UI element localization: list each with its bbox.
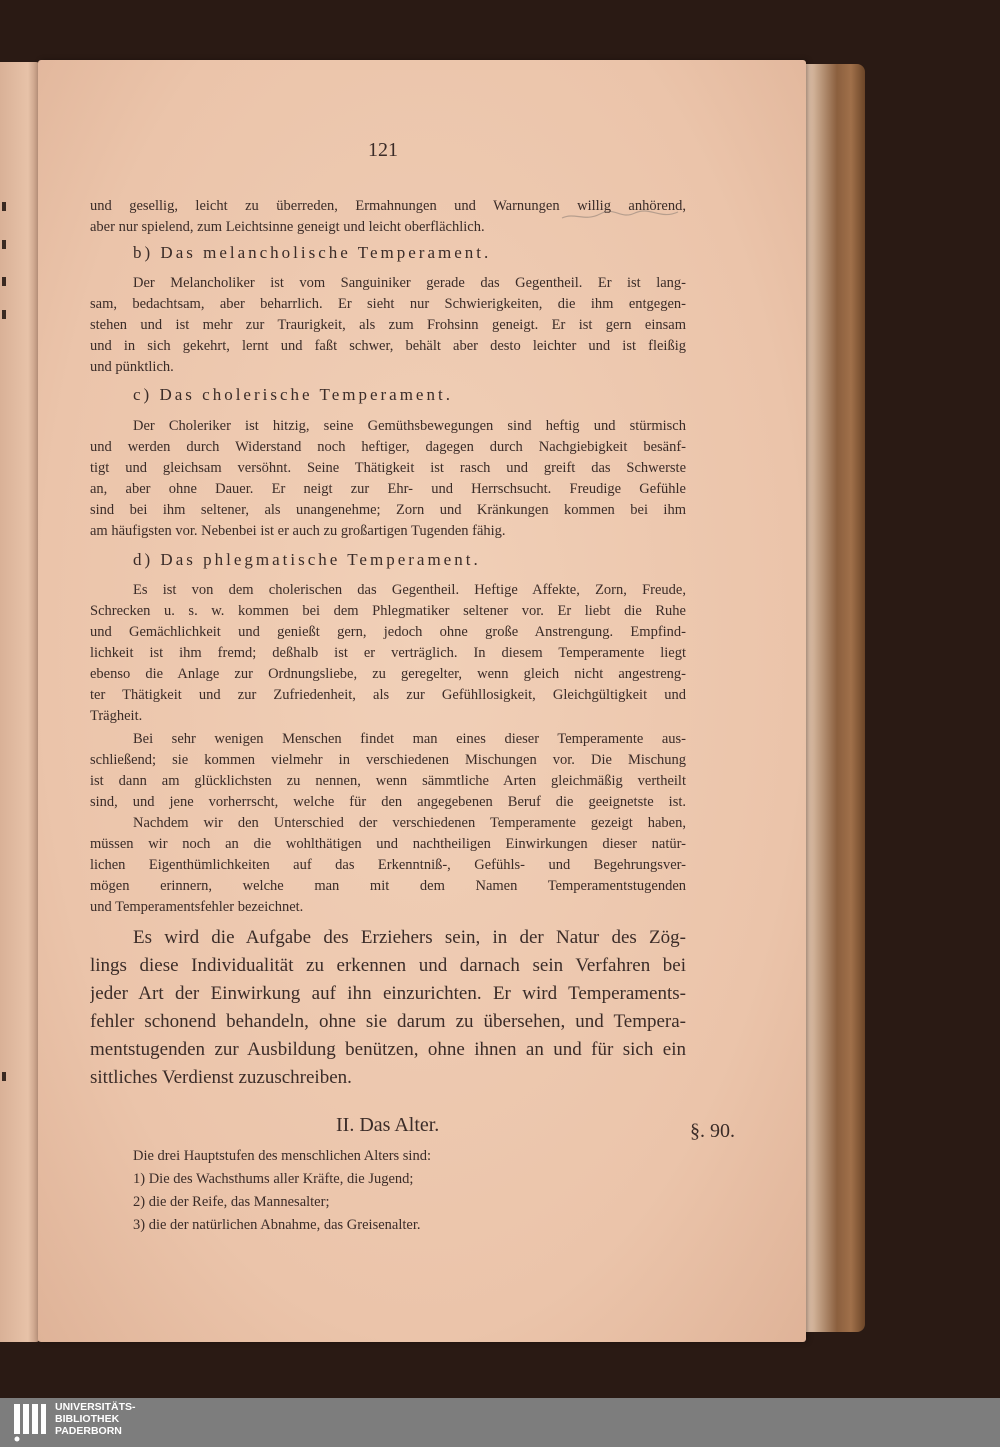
text-line: Nachdem wir den Unterschied der verschiedenen Temperamente gezeigt haben,: [133, 815, 686, 831]
text-line: aber nur spielend, zum Leichtsinne geneigt und leicht oberflächlich.: [90, 219, 485, 235]
text-line: ebenso die Anlage zur Ordnungsliebe, zu geregelter, wenn gleich nicht angestreng-: [90, 666, 686, 682]
section-heading: c) Das cholerische Temperament.: [133, 385, 453, 404]
text-line: müssen wir noch an die wohlthätigen und nachtheiligen Einwirkungen dieser natür-: [90, 836, 686, 852]
text-line: lichen Eigenthümlichkeiten auf das Erkenntniß-, Gefühls- und Begehrungsver-: [90, 857, 686, 873]
text-line: stehen und ist mehr zur Traurigkeit, als zum Frohsinn geneigt. Er ist gern einsam: [90, 317, 686, 333]
text-line: am häufigsten vor. Nebenbei ist er auch zu großartigen Tugenden fähig.: [90, 523, 506, 539]
library-logo-text: [55, 1401, 136, 1437]
text-line: schließend; sie kommen vielmehr in verschiedenen Mischungen vor. Die Mischung: [90, 752, 686, 768]
text-line: sind, und jene vorherrscht, welche für den angegebenen Beruf die geeignetste ist.: [90, 794, 686, 810]
text-line: und werden durch Widerstand noch heftiger, dagegen durch Nachgiebigkeit besänf-: [90, 439, 686, 455]
text-line: an, aber ohne Dauer. Er neigt zur Ehr- und Herrschsucht. Freudige Gefühle: [90, 481, 686, 497]
text-line: Der Choleriker ist hitzig, seine Gemüthsbewegungen sind heftig und stürmisch: [133, 418, 686, 434]
page-number: 121: [368, 139, 398, 161]
logo-line: UNIVERSITÄTS-: [55, 1401, 136, 1413]
text-line: und Temperamentsfehler bezeichnet.: [90, 899, 304, 915]
text-line: tigt und gleichsam versöhnt. Seine Thätigkeit ist rasch und greift das Schwerste: [90, 460, 686, 476]
logo-line: BIBLIOTHEK: [55, 1413, 120, 1425]
library-logo-icon: [12, 1402, 48, 1442]
text-line: Schrecken u. s. w. kommen bei dem Phlegmatiker seltener vor. Er liebt die Ruhe: [90, 603, 686, 619]
logo-line: PADERBORN: [55, 1425, 122, 1437]
facing-page-edge: [0, 62, 40, 1342]
text-line: mentstugenden zur Ausbildung benützen, ohne ihnen an und für sich ein: [90, 1039, 686, 1060]
text-line: jeder Art der Einwirkung auf ihn einzurichten. Er wird Temperaments-: [90, 983, 686, 1004]
text-line: ist dann am glücklichsten zu nennen, wenn sämmtliche Arten gleichmäßig vertheilt: [90, 773, 686, 789]
list-item: 3) die der natürlichen Abnahme, das Greisenalter.: [133, 1217, 421, 1233]
text-line: und pünktlich.: [90, 359, 174, 375]
text-line: sam, bedachtsam, aber beharrlich. Er sieht nur Schwierigkeiten, die ihm entgegen-: [90, 296, 686, 312]
text-line: Es wird die Aufgabe des Erziehers sein, in der Natur des Zög-: [133, 927, 686, 948]
text-line: ter Thätigkeit und zur Zufriedenheit, als zur Gefühllosigkeit, Gleichgültigkeit und: [90, 687, 686, 703]
section-heading: II. Das Alter.: [336, 1114, 440, 1136]
text-line: und Gemächlichkeit und genießt gern, jedoch ohne große Anstrengung. Empfind-: [90, 624, 686, 640]
text-line: sittliches Verdienst zuzuschreiben.: [90, 1067, 352, 1088]
text-line: mögen erinnern, welche man mit dem Namen Temperamentstugenden: [90, 878, 686, 894]
section-number: §. 90.: [690, 1120, 735, 1142]
text-line: Bei sehr wenigen Menschen findet man eines dieser Temperamente aus-: [133, 731, 686, 747]
text-line: Es ist von dem cholerischen das Gegentheil. Heftige Affekte, Zorn, Freude,: [133, 582, 686, 598]
footer-bar: [0, 1398, 1000, 1447]
section-heading: b) Das melancholische Temperament.: [133, 243, 492, 262]
text-line: und in sich gekehrt, lernt und faßt schwer, behält aber desto leichter und ist fleißig: [90, 338, 686, 354]
text-line: Der Melancholiker ist vom Sanguiniker gerade das Gegentheil. Er ist lang-: [133, 275, 686, 291]
text-line: Die drei Hauptstufen des menschlichen Alters sind:: [133, 1148, 431, 1164]
text-line: lings diese Individualität zu erkennen und darnach sein Verfahren bei: [90, 955, 686, 976]
text-line: fehler schonend behandeln, ohne sie darum zu übersehen, und Tempera-: [90, 1011, 686, 1032]
list-item: 2) die der Reife, das Mannesalter;: [133, 1194, 330, 1210]
list-item: 1) Die des Wachsthums aller Kräfte, die Jugend;: [133, 1171, 414, 1187]
section-heading: d) Das phlegmatische Temperament.: [133, 550, 481, 569]
text-line: sind bei ihm seltener, als unangenehme; Zorn und Kränkungen kommen bei ihm: [90, 502, 686, 518]
text-line: lichkeit ist ihm fremd; deßhalb ist er verträglich. In diesem Temperamente liegt: [90, 645, 686, 661]
text-line: und gesellig, leicht zu überreden, Ermahnungen und Warnungen willig anhörend,: [90, 198, 686, 214]
text-line: Trägheit.: [90, 708, 143, 724]
